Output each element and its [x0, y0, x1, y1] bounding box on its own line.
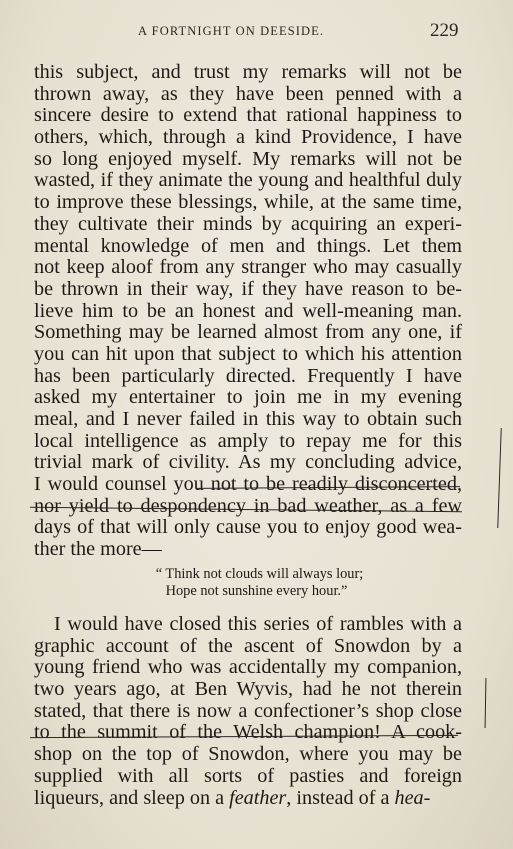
text-line: trivial mark of civility. As my concluding advice,: [34, 451, 462, 474]
quote-line-1: “ Think not clouds will always lour;: [155, 566, 364, 582]
text-line: asked my entertainer to join me in my evening: [34, 386, 462, 409]
italic-word: hea-: [394, 786, 431, 809]
text-line: young friend who was accidentally my companion,: [34, 656, 462, 679]
text-line: graphic account of the ascent of Snowdon by a: [34, 634, 462, 657]
text-line: shop on the top of Snowdon, where you may be: [34, 743, 462, 766]
text-line: I would have closed this series of rambles with a: [54, 613, 462, 635]
text-line: you can hit upon that subject to which his attention: [34, 342, 462, 365]
text-line: be thrown in their way, if they have reason to be-: [34, 277, 462, 300]
pencil-margin-line: [497, 428, 501, 528]
text-line: sincere desire to extend that rational happiness to: [34, 104, 462, 127]
text-line: wasted, if they animate the young and healthful duly: [34, 169, 462, 192]
verse-quote: [0, 566, 513, 600]
text-line: has been particularly directed. Frequently I have: [34, 364, 462, 387]
text-line: ther the more—: [34, 538, 162, 561]
text-line: nor yield to despondency in bad weather, as a few: [34, 494, 462, 517]
text-line: lieve him to be an honest and well-meaning man.: [34, 299, 462, 322]
italic-word: feather: [229, 786, 287, 809]
text-fragment: liqueurs, and sleep on a: [34, 786, 230, 809]
page-number: 229: [430, 20, 459, 41]
text-line: two years ago, at Ben Wyvis, had he not therein: [34, 678, 462, 701]
text-line: to the summit of the Welsh champion! A cook-: [34, 721, 462, 744]
text-line: local intelligence as amply to repay me for this: [34, 429, 462, 452]
text-line: others, which, through a kind Providence, I have: [34, 126, 462, 149]
text-line: I would counsel you not to be readily disconcerted,: [34, 473, 462, 496]
text-line: this subject, and trust my remarks will not be: [34, 61, 462, 83]
text-line: supplied with all sorts of pasties and foreign: [34, 764, 462, 787]
pencil-margin-line: [485, 678, 487, 728]
text-line: they cultivate their minds by acquiring an experi-: [34, 212, 462, 235]
text-line: stated, that there is now a confectioner’s shop close: [34, 699, 462, 722]
text-line: to improve these blessings, while, at the same time,: [34, 191, 462, 214]
text-fragment: , instead of a: [286, 786, 395, 809]
text-line: thrown away, as they have been penned with a: [34, 82, 462, 105]
running-head: A FORTNIGHT ON DEESIDE.: [138, 24, 325, 38]
text-line: mental knowledge of men and things. Let them: [34, 234, 462, 257]
text-line: days of that will only cause you to enjoy good wea-: [34, 516, 462, 539]
text-line-final: [34, 788, 462, 810]
text-line: meal, and I never failed in this way to obtain such: [34, 408, 462, 430]
quote-line-2: Hope not sunshine every hour.”: [165, 583, 348, 599]
text-line: not keep aloof from any stranger who may casually: [34, 256, 462, 279]
text-line: so long enjoyed myself. My remarks will not be: [34, 147, 462, 170]
paragraph-2: [34, 614, 462, 809]
text-line: Something may be learned almost from any one, if: [34, 321, 462, 344]
